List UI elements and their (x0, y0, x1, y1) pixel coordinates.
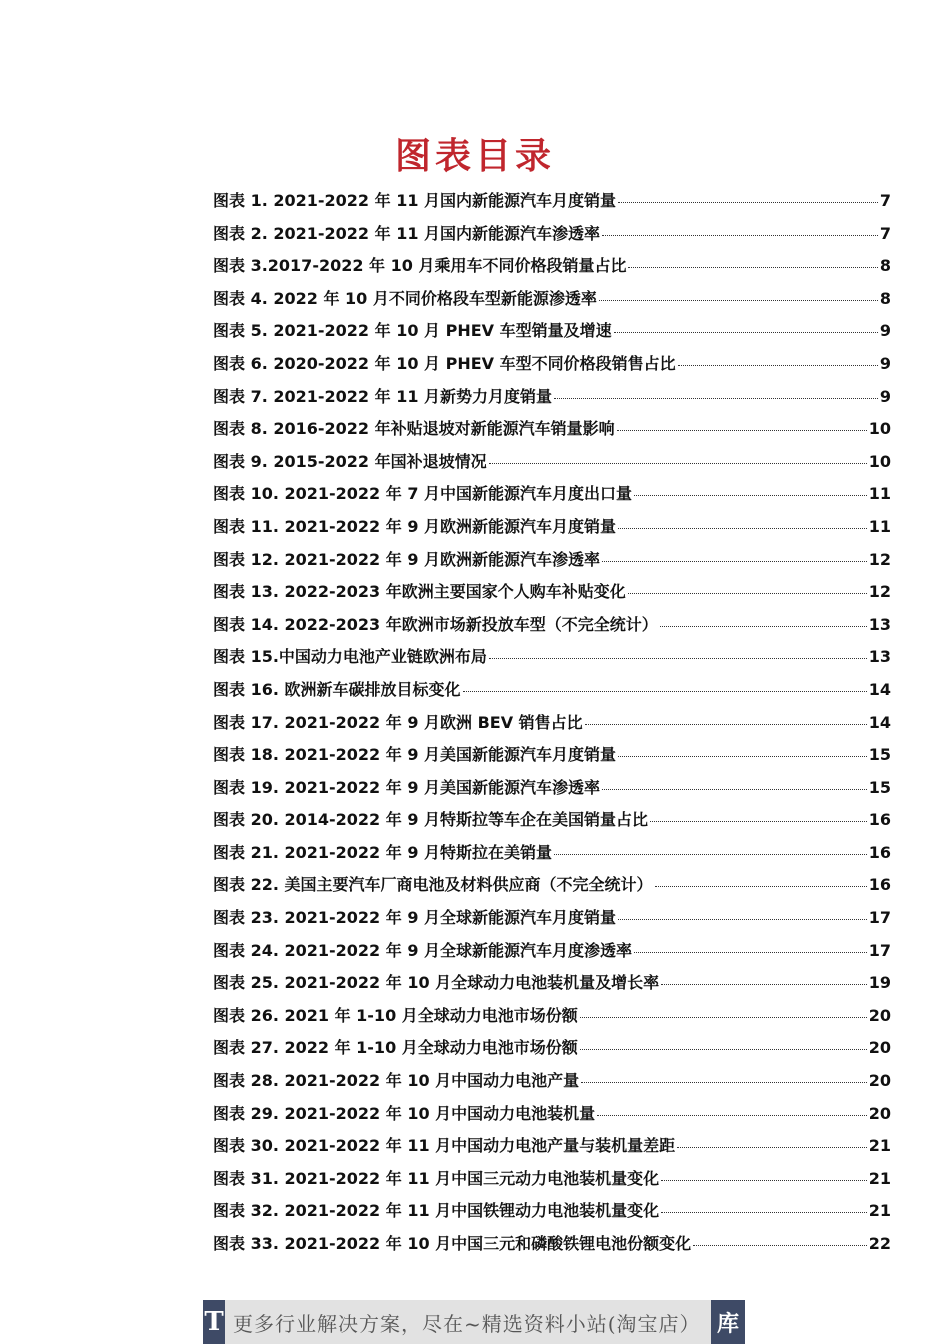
dot-leader (618, 528, 867, 529)
dot-leader (634, 952, 867, 953)
dot-leader (661, 1212, 867, 1213)
toc-entry[interactable] (213, 1198, 891, 1231)
toc-entry-page: 14 (868, 712, 891, 732)
toc-entry-title: 图表 18. 2021-2022 年 9 月美国新能源汽车月度销量 (213, 745, 617, 765)
toc-entry[interactable] (213, 351, 891, 384)
toc-entry-page: 20 (868, 1038, 891, 1058)
toc-entry[interactable] (213, 644, 891, 677)
dot-leader (585, 724, 867, 725)
dot-leader (661, 984, 867, 985)
toc-entry[interactable] (213, 286, 891, 319)
dot-leader (463, 691, 867, 692)
toc-entry-title: 图表 22. 美国主要汽车厂商电池及材料供应商（不完全统计） (213, 875, 653, 895)
toc-entry[interactable] (213, 1101, 891, 1134)
dot-leader (580, 1017, 867, 1018)
toc-entry-page: 17 (868, 940, 891, 960)
toc-entry-title: 图表 32. 2021-2022 年 11 月中国铁锂动力电池装机量变化 (213, 1201, 660, 1221)
toc-entry-title: 图表 30. 2021-2022 年 11 月中国动力电池产量与装机量差距 (213, 1136, 676, 1156)
toc-entry-title: 图表 9. 2015-2022 年国补退坡情况 (213, 451, 487, 471)
toc-entry-title: 图表 4. 2022 年 10 月不同价格段车型新能源渗透率 (213, 288, 597, 308)
toc-entry[interactable] (213, 384, 891, 417)
toc-entry[interactable] (213, 1231, 891, 1264)
toc-entry-page: 13 (868, 647, 891, 667)
dot-leader (661, 1180, 867, 1181)
toc-entry[interactable] (213, 1068, 891, 1101)
dot-leader (634, 495, 867, 496)
toc-entry-page: 8 (879, 288, 891, 308)
toc-entry-title: 图表 14. 2022-2023 年欧洲市场新投放车型（不完全统计） (213, 614, 658, 634)
dot-leader (580, 1049, 867, 1050)
banner-logo-left: T (203, 1300, 225, 1344)
toc-entry-page: 7 (879, 223, 891, 243)
toc-entry[interactable] (213, 905, 891, 938)
page-title: 图表目录 (394, 135, 555, 177)
table-of-figures (213, 188, 891, 1264)
toc-entry-page: 11 (868, 516, 891, 536)
toc-entry[interactable] (213, 612, 891, 645)
toc-entry-title: 图表 13. 2022-2023 年欧洲主要国家个人购车补贴变化 (213, 582, 626, 602)
toc-entry-title: 图表 21. 2021-2022 年 9 月特斯拉在美销量 (213, 842, 553, 862)
toc-entry-title: 图表 12. 2021-2022 年 9 月欧洲新能源汽车渗透率 (213, 549, 601, 569)
toc-entry-page: 20 (868, 1005, 891, 1025)
dot-leader (554, 398, 878, 399)
toc-entry-page: 8 (879, 256, 891, 276)
toc-entry-page: 21 (868, 1201, 891, 1221)
toc-entry-page: 20 (868, 1103, 891, 1123)
toc-entry[interactable] (213, 742, 891, 775)
toc-entry[interactable] (213, 579, 891, 612)
toc-entry-title: 图表 29. 2021-2022 年 10 月中国动力电池装机量 (213, 1103, 596, 1123)
toc-entry-title: 图表 10. 2021-2022 年 7 月中国新能源汽车月度出口量 (213, 484, 633, 504)
toc-entry[interactable] (213, 547, 891, 580)
banner-text: 更多行业解决方案，尽在~精选资料小站(淘宝店） (233, 1312, 701, 1336)
toc-entry-page: 9 (879, 386, 891, 406)
dot-leader (618, 919, 867, 920)
toc-entry[interactable] (213, 221, 891, 254)
toc-entry-title: 图表 24. 2021-2022 年 9 月全球新能源汽车月度渗透率 (213, 940, 633, 960)
toc-entry-title: 图表 17. 2021-2022 年 9 月欧洲 BEV 销售占比 (213, 712, 583, 732)
dot-leader (678, 365, 878, 366)
dot-leader (489, 463, 867, 464)
toc-entry-title: 图表 15.中国动力电池产业链欧洲布局 (213, 647, 487, 667)
toc-entry-title: 图表 16. 欧洲新车碳排放目标变化 (213, 679, 461, 699)
toc-entry-title: 图表 8. 2016-2022 年补贴退坡对新能源汽车销量影响 (213, 419, 615, 439)
toc-entry-page: 7 (879, 191, 891, 210)
dot-leader (489, 658, 867, 659)
toc-entry[interactable] (213, 188, 891, 221)
toc-entry[interactable] (213, 677, 891, 710)
toc-entry-page: 10 (868, 419, 891, 439)
toc-entry-page: 12 (868, 549, 891, 569)
toc-entry[interactable] (213, 318, 891, 351)
toc-entry[interactable] (213, 1133, 891, 1166)
dot-leader (628, 267, 877, 268)
dot-leader (614, 332, 878, 333)
toc-entry-title: 图表 2. 2021-2022 年 11 月国内新能源汽车渗透率 (213, 223, 601, 243)
toc-entry-page: 12 (868, 582, 891, 602)
toc-entry[interactable] (213, 872, 891, 905)
toc-entry-title: 图表 6. 2020-2022 年 10 月 PHEV 车型不同价格段销售占比 (213, 353, 676, 373)
toc-entry-title: 图表 1. 2021-2022 年 11 月国内新能源汽车月度销量 (213, 191, 617, 210)
dot-leader (554, 854, 867, 855)
toc-entry-page: 10 (868, 451, 891, 471)
toc-entry-page: 15 (868, 777, 891, 797)
toc-entry-page: 21 (868, 1168, 891, 1188)
dot-leader (655, 886, 867, 887)
dot-leader (660, 626, 867, 627)
toc-entry-page: 16 (868, 810, 891, 830)
toc-entry-page: 9 (879, 353, 891, 373)
dot-leader (602, 789, 867, 790)
toc-entry-title: 图表 11. 2021-2022 年 9 月欧洲新能源汽车月度销量 (213, 516, 617, 536)
dot-leader (602, 561, 867, 562)
toc-entry-page: 13 (868, 614, 891, 634)
toc-entry[interactable] (213, 840, 891, 873)
toc-entry[interactable] (213, 1035, 891, 1068)
dot-leader (597, 1115, 867, 1116)
toc-entry-title: 图表 25. 2021-2022 年 10 月全球动力电池装机量及增长率 (213, 973, 660, 993)
toc-entry-title: 图表 28. 2021-2022 年 10 月中国动力电池产量 (213, 1071, 580, 1091)
toc-entry-page: 11 (868, 484, 891, 504)
toc-entry[interactable] (213, 514, 891, 547)
dot-leader (602, 235, 878, 236)
toc-entry-title: 图表 3.2017-2022 年 10 月乘用车不同价格段销量占比 (213, 256, 627, 276)
toc-entry-page: 19 (868, 973, 891, 993)
toc-entry-page: 22 (868, 1234, 891, 1253)
toc-entry-page: 14 (868, 679, 891, 699)
dot-leader (628, 593, 867, 594)
toc-entry-page: 16 (868, 842, 891, 862)
dot-leader (599, 300, 878, 301)
toc-entry[interactable] (213, 449, 891, 482)
dot-leader (617, 430, 867, 431)
dot-leader (618, 756, 867, 757)
toc-entry-page: 16 (868, 875, 891, 895)
toc-entry-title: 图表 23. 2021-2022 年 9 月全球新能源汽车月度销量 (213, 908, 617, 928)
toc-entry[interactable] (213, 1003, 891, 1036)
toc-entry-title: 图表 31. 2021-2022 年 11 月中国三元动力电池装机量变化 (213, 1168, 660, 1188)
dot-leader (581, 1082, 867, 1083)
toc-entry[interactable] (213, 710, 891, 743)
toc-entry[interactable] (213, 775, 891, 808)
dot-leader (618, 202, 878, 203)
toc-entry[interactable] (213, 1166, 891, 1199)
toc-entry[interactable] (213, 970, 891, 1003)
toc-entry-title: 图表 26. 2021 年 1-10 月全球动力电池市场份额 (213, 1005, 578, 1025)
toc-entry-title: 图表 19. 2021-2022 年 9 月美国新能源汽车渗透率 (213, 777, 601, 797)
dot-leader (693, 1245, 867, 1246)
toc-entry-title: 图表 27. 2022 年 1-10 月全球动力电池市场份额 (213, 1038, 578, 1058)
toc-entry-page: 20 (868, 1071, 891, 1091)
toc-entry-page: 9 (879, 321, 891, 341)
toc-entry-title: 图表 33. 2021-2022 年 10 月中国三元和磷酸铁锂电池份额变化 (213, 1234, 692, 1253)
toc-entry-title: 图表 20. 2014-2022 年 9 月特斯拉等车企在美国销量占比 (213, 810, 649, 830)
banner-logo-right: 库 (711, 1300, 745, 1344)
dot-leader (650, 821, 867, 822)
toc-entry[interactable] (213, 807, 891, 840)
toc-entry[interactable] (213, 481, 891, 514)
toc-entry[interactable] (213, 416, 891, 449)
toc-entry[interactable] (213, 938, 891, 971)
toc-entry[interactable] (213, 253, 891, 286)
toc-entry-page: 21 (868, 1136, 891, 1156)
toc-entry-title: 图表 5. 2021-2022 年 10 月 PHEV 车型销量及增速 (213, 321, 612, 341)
toc-entry-title: 图表 7. 2021-2022 年 11 月新势力月度销量 (213, 386, 553, 406)
dot-leader (677, 1147, 867, 1148)
watermark-banner (203, 1300, 745, 1344)
toc-entry-page: 15 (868, 745, 891, 765)
toc-entry-page: 17 (868, 908, 891, 928)
